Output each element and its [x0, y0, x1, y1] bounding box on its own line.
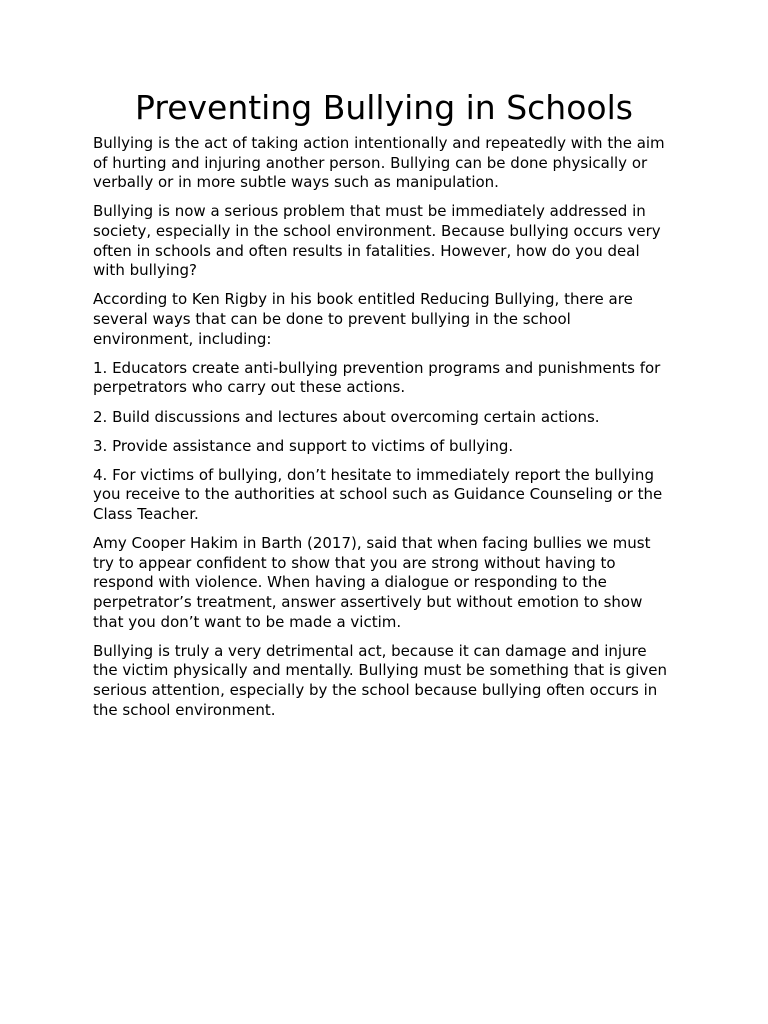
paragraph-conclusion: Bullying is truly a very detrimental act, because it can damage and injure the victim physically and mentally. Bullying must be something that is given serious attention, especially by the school because bullying often occurs in the school environment. — [93, 641, 667, 719]
list-item-4: 4. For victims of bullying, don’t hesitate to immediately report the bullying you receive to the authorities at school such as Guidance Counseling or the Class Teacher. — [93, 465, 663, 524]
list-item-1: 1. Educators create anti-bullying prevention programs and punishments for perpetrators who carry out these actions. — [93, 358, 661, 397]
paragraph-rigby-intro: According to Ken Rigby in his book entitled Reducing Bullying, there are several ways that can be done to prevent bullying in the school environment, including: — [93, 290, 633, 348]
document-title: Preventing Bullying in Schools — [135, 88, 633, 127]
list-item-2: 2. Build discussions and lectures about overcoming certain actions. — [93, 407, 600, 426]
paragraph-hakim: Amy Cooper Hakim in Barth (2017), said that when facing bullies we must try to appear confident to show that you are strong without having to respond with violence. When having a dialogue or responding to the perpetrator’s treatment, answer assertively but without emotion to show that you don’t want to be made a victim. — [93, 534, 651, 631]
list-item-3: 3. Provide assistance and support to victims of bullying. — [93, 436, 514, 455]
document-page — [93, 86, 675, 730]
paragraph-problem: Bullying is now a serious problem that must be immediately addressed in society, especially in the school environment. Because bullying occurs very often in schools and often results in fatalities. However, how do you deal with bullying? — [93, 202, 661, 280]
paragraph-definition: Bullying is the act of taking action intentionally and repeatedly with the aim of hurting and injuring another person. Bullying can be done physically or verbally or in more subtle ways such as manipulation. — [93, 134, 665, 192]
